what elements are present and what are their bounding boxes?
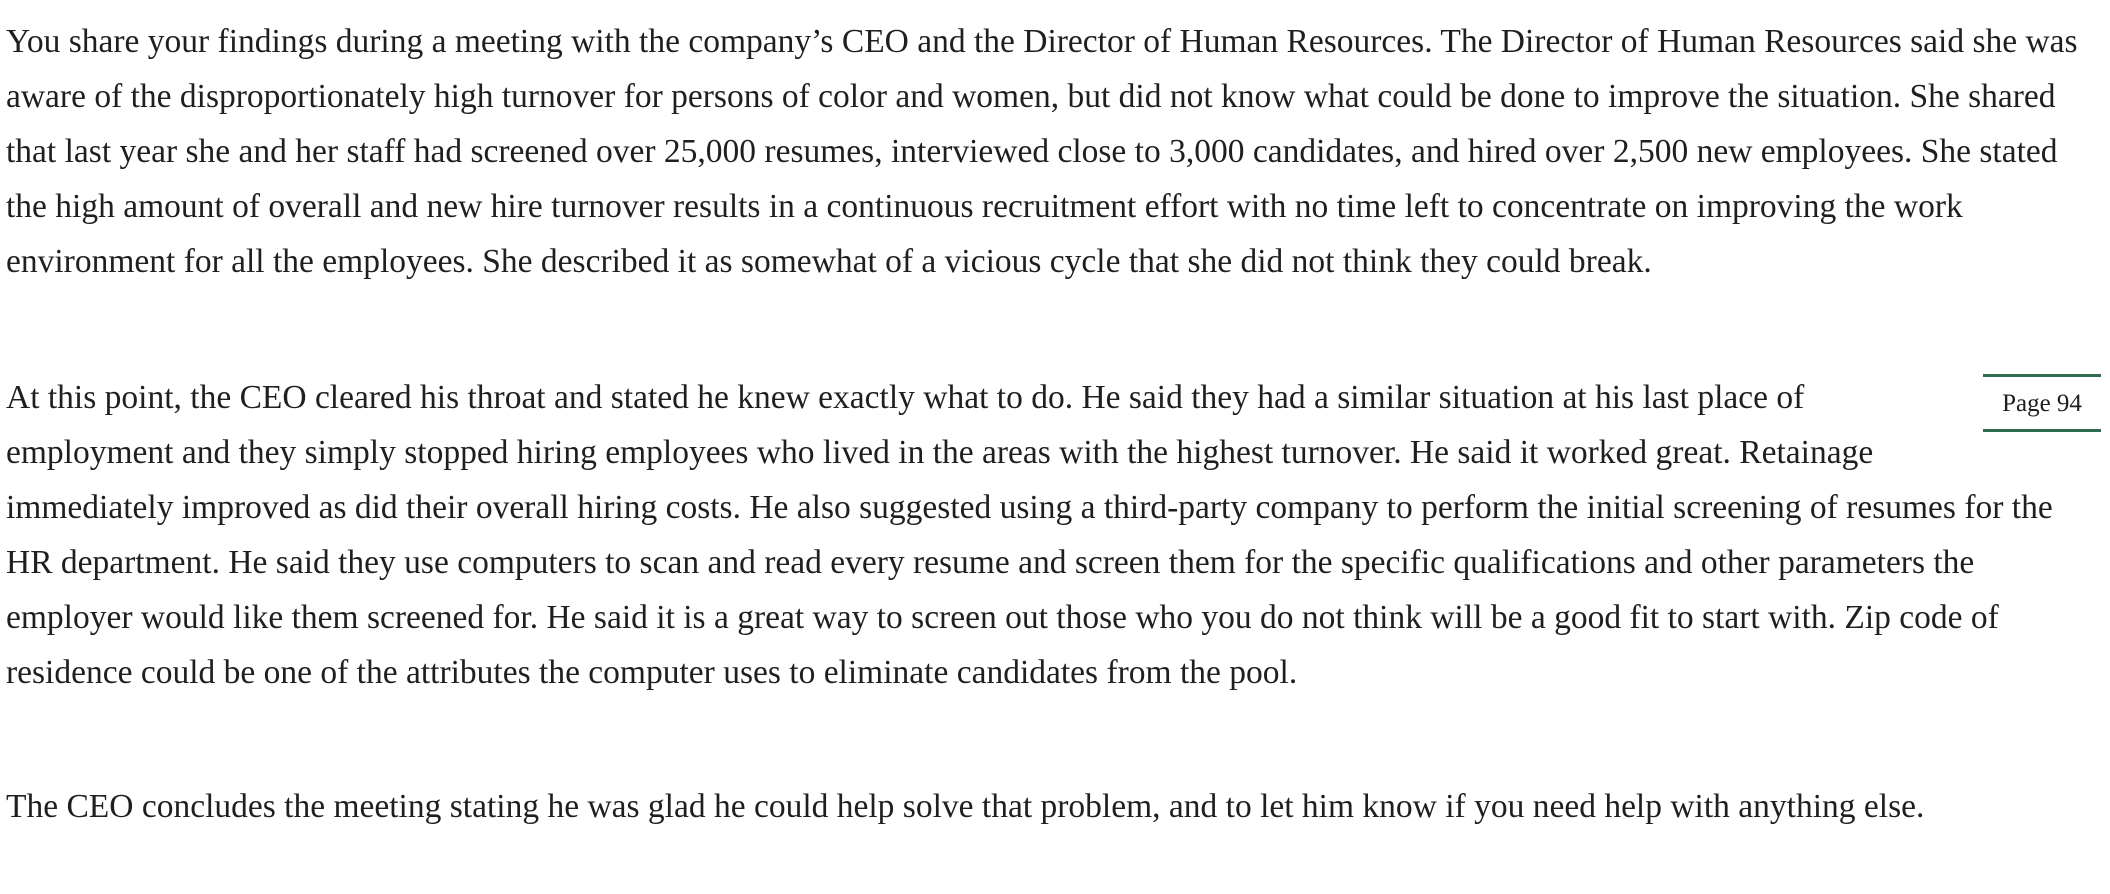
page-number-marker: Page 94 xyxy=(1983,374,2101,432)
paragraph-2: At this point, the CEO cleared his throat and stated he knew exactly what to do. He said they had a similar situation at his last place of employment and they simply stopped hiring employees who lived in the areas with the highest turnover. He said it worked great. Retainage immediately improved as did their overall hiring costs. He also suggested using a third-party company to perform the initial screening of resumes for the HR department. He said they use computers to scan and read every resume and screen them for the specific qualifications and other parameters the employer would like them screened for. He said it is a great way to screen out those who you do not think will be a good fit to start with. Zip code of residence could be one of the attributes the computer uses to eliminate candidates from the pool. xyxy=(6,379,2053,691)
paragraph-3: The CEO concludes the meeting stating he was glad he could help solve that problem, and to let him know if you need help with anything else. xyxy=(6,788,1925,825)
paragraph-2-container xyxy=(6,370,2101,700)
paragraph-1: You share your findings during a meeting with the company’s CEO and the Director of Human Resources. The Director of Human Resources said she was aware of the disproportionately high turnover for persons of color and women, but did not know what could be done to improve the situation. She shared that last year she and her staff had screened over 25,000 resumes, interviewed close to 3,000 candidates, and hired over 2,500 new employees. She stated the high amount of overall and new hire turnover results in a continuous recruitment effort with no time left to concentrate on improving the work environment for all the employees. She described it as somewhat of a vicious cycle that she did not think they could break. xyxy=(6,23,2078,280)
